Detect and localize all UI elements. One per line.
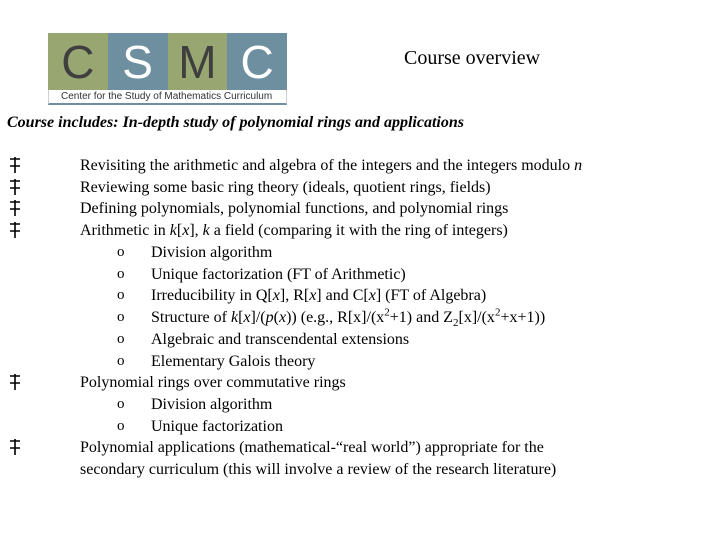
superscript: 2 [494,306,501,319]
list-item [80,220,508,241]
stroked-t-bullet-icon [8,156,22,174]
item-text-italic: k [202,222,210,239]
logo-tagline: Center for the Study of Mathematics Curriculum [48,90,287,105]
sub-list-item: Unique factorization [151,418,283,435]
list-item: Polynomial rings over commutative rings [80,374,346,391]
item-text: ] (FT of Algebra) [375,287,487,304]
sub-list-item: Division algorithm [151,396,273,413]
sub-bullet: o [117,287,125,303]
sub-bullet: o [117,418,125,434]
sub-list-item [151,307,545,328]
item-text: a field (comparing it with the ring of integers) [209,222,508,239]
item-text: [x]/(x [458,309,495,326]
item-text: Structure of [151,309,231,326]
item-text-italic: x [272,287,280,304]
sub-bullet: o [117,266,125,282]
sub-bullet: o [117,353,125,369]
item-text: +x+1)) [500,309,546,326]
list-item: Reviewing some basic ring theory (ideals, quotient rings, fields) [80,179,491,196]
stroked-t-bullet-icon [8,178,22,196]
course-subtitle: Course includes: In-depth study of polynomial rings and applications [7,114,464,131]
sub-bullet: o [117,331,125,347]
item-text-italic: x [309,287,317,304]
item-text: ( [273,309,279,326]
item-text: Revisiting the arithmetic and algebra of the integers and the integers modulo [80,157,575,174]
sub-list-item: Elementary Galois theory [151,353,316,370]
logo-letter: S [108,33,168,90]
sub-list-item [151,285,486,306]
stroked-t-bullet-icon [8,373,22,391]
logo-letters [48,33,287,90]
item-text-italic: n [574,157,583,174]
item-text-italic: x [182,222,190,239]
item-text: ] and C[ [316,287,369,304]
item-text: )) (e.g., R[x]/(x [286,309,385,326]
item-text: ], [189,222,203,239]
item-text-italic: x [243,309,251,326]
item-text-italic: k [169,222,177,239]
item-text: ], R[ [279,287,310,304]
stroked-t-bullet-icon [8,199,22,217]
superscript: 2 [384,306,390,319]
item-text: +1) and Z [389,309,453,326]
sub-bullet: o [117,244,125,260]
stroked-t-bullet-icon [8,438,22,456]
logo-letter: C [227,33,287,90]
sub-bullet: o [117,396,125,412]
list-item-continuation: secondary curriculum (this will involve a review of the research literature) [80,461,557,478]
page-title: Course overview [404,47,541,69]
list-item: Polynomial applications (mathematical-“real world”) appropriate for the [80,439,544,456]
list-item [80,155,582,176]
item-text: [ [238,309,244,326]
item-text-italic: x [278,309,287,326]
item-text-italic: k [230,309,239,326]
logo-letter: M [168,33,228,90]
logo-letter: C [48,33,108,90]
sub-list-item: Division algorithm [151,244,273,261]
subscript: 2 [453,317,459,330]
sub-list-item: Algebraic and transcendental extensions [151,331,410,348]
item-text: Irreducibility in Q[ [151,287,273,304]
item-text: Arithmetic in [80,222,170,239]
sub-bullet: o [117,309,125,325]
item-text-italic: p [265,309,274,326]
stroked-t-bullet-icon [8,221,22,239]
item-text-italic: x [368,287,376,304]
list-item: Defining polynomials, polynomial functions, and polynomial rings [80,200,509,217]
item-text: ]/( [250,309,266,326]
csmc-logo [48,33,287,105]
sub-list-item: Unique factorization (FT of Arithmetic) [151,266,406,283]
item-text: [ [176,222,183,239]
